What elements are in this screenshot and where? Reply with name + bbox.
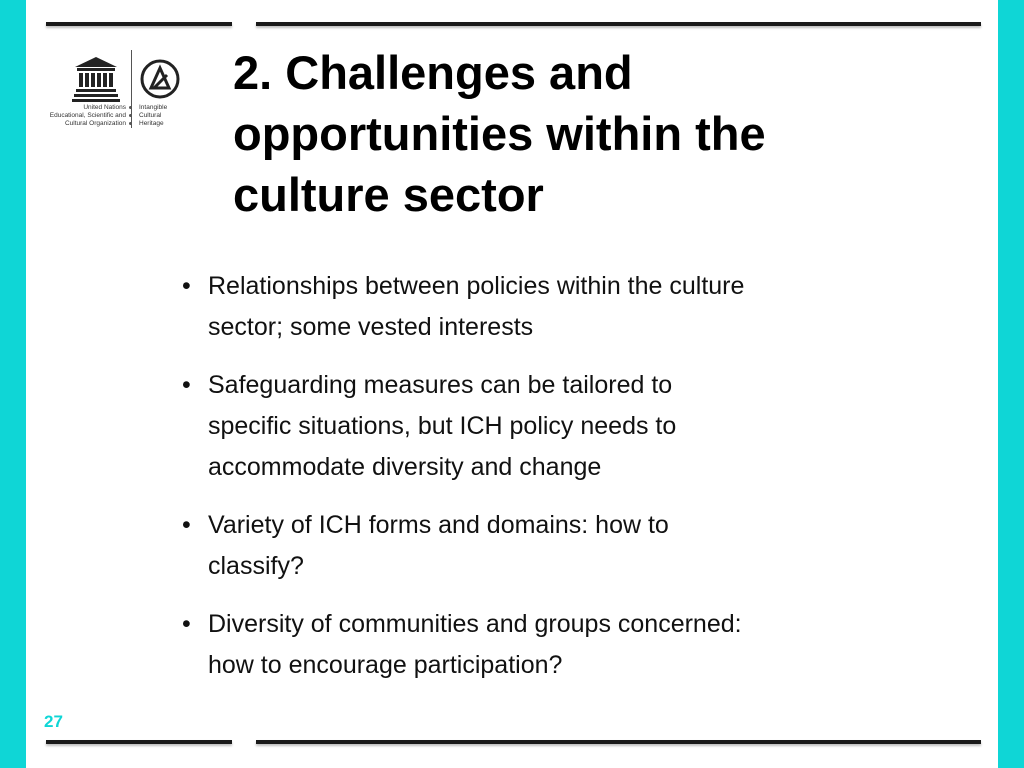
bullet-text: specific situations, but ICH policy needs to: [208, 412, 677, 440]
logo-dot: [129, 114, 132, 117]
logo-right-line: Intangible: [139, 104, 168, 111]
title-line: 2. Challenges and: [233, 46, 633, 99]
left-accent-bar: [0, 0, 26, 768]
bullet-item: [182, 266, 862, 348]
bullet-item: [182, 365, 862, 488]
bullet-text: how to encourage participation?: [208, 651, 563, 679]
bullet-text: Variety of ICH forms and domains: how to: [208, 511, 669, 539]
unesco-temple-icon: [72, 54, 120, 102]
bullet-text: Relationships between policies within the culture: [208, 272, 745, 300]
bullet-dot-icon: •: [182, 511, 191, 539]
top-rule-short: [46, 22, 232, 26]
bullet-item: [182, 505, 862, 587]
page-number: 27: [44, 712, 63, 731]
bottom-rule-long: [256, 740, 981, 744]
logo-left-line: Cultural Organization: [64, 120, 126, 127]
bullet-text: sector; some vested interests: [208, 313, 534, 341]
logo-right-line: Cultural: [139, 112, 162, 119]
ich-name-text: [139, 104, 189, 128]
logo-dot: [129, 106, 132, 109]
bullet-dot-icon: •: [182, 371, 191, 399]
bullet-text: Diversity of communities and groups concerned:: [208, 610, 742, 638]
top-rule-long: [256, 22, 981, 26]
logo-left-line: United Nations: [83, 104, 126, 111]
logo-right-line: Heritage: [139, 120, 164, 127]
intangible-heritage-icon: [139, 58, 181, 100]
slide-title: [233, 42, 913, 225]
bullet-text: accommodate diversity and change: [208, 453, 602, 481]
logo-dot: [129, 122, 132, 125]
bullet-dot-icon: •: [182, 610, 191, 638]
title-line: culture sector: [233, 168, 544, 221]
bullet-text: Safeguarding measures can be tailored to: [208, 371, 673, 399]
unesco-ich-logo: [44, 48, 194, 138]
unesco-name-text: [44, 104, 126, 128]
right-accent-bar: [998, 0, 1024, 768]
bullet-text: classify?: [208, 552, 304, 580]
title-line: opportunities within the: [233, 107, 766, 160]
bottom-rule-short: [46, 740, 232, 744]
bullet-list: [182, 266, 862, 703]
bullet-item: [182, 604, 862, 686]
logo-left-line: Educational, Scientific and: [49, 112, 126, 119]
bullet-dot-icon: •: [182, 272, 191, 300]
